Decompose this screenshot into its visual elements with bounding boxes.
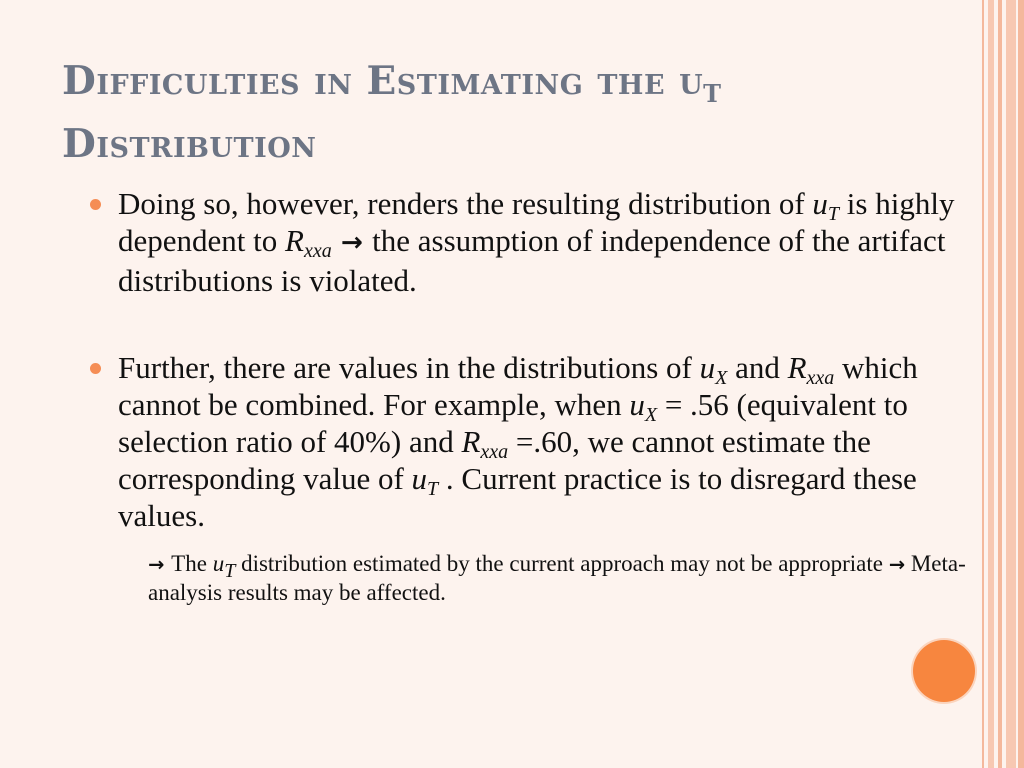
variable: $R_{xxa}$ bbox=[285, 223, 332, 262]
decorative-stripe bbox=[988, 0, 994, 768]
title-text: Difficulties in Estimating the u bbox=[62, 58, 704, 104]
decorative-stripe bbox=[1018, 0, 1024, 768]
bullet-text: Further, there are values in the distributions of bbox=[118, 350, 700, 385]
decorative-stripe bbox=[1006, 0, 1016, 768]
sub-bullet-text: Meta-analysis results may be affected. bbox=[148, 551, 966, 605]
arrow-icon: → bbox=[888, 553, 906, 576]
decorative-stripe bbox=[998, 0, 1002, 768]
bullet-item bbox=[88, 185, 968, 299]
variable: $R_{xxa}$ bbox=[461, 424, 509, 463]
title-line-2: Distribution bbox=[62, 121, 317, 167]
bullet-text: and bbox=[727, 350, 788, 385]
bullet-dot bbox=[90, 363, 101, 374]
bullet-text: = .56 (equivalent to selection ratio of 40%) and bbox=[118, 387, 908, 459]
bullet-text: is highly dependent to bbox=[118, 186, 955, 258]
variable: $u_T$ bbox=[212, 551, 236, 582]
sub-bullet-text: The bbox=[171, 551, 213, 576]
decorative-circle-icon bbox=[913, 640, 975, 702]
title-subscript: T bbox=[703, 79, 722, 108]
slide-body bbox=[88, 185, 968, 607]
arrow-icon: → bbox=[148, 553, 172, 576]
bullet-dot bbox=[90, 199, 101, 210]
bullet-text: the assumption of independence of the artifact distributions is violated. bbox=[118, 223, 946, 298]
sub-bullet-text: distribution estimated by the current approach may not be appropriate bbox=[235, 551, 889, 576]
variable: $u_X$ bbox=[699, 350, 728, 389]
variable: $R_{xxa}$ bbox=[787, 350, 835, 389]
bullet-item bbox=[88, 349, 968, 607]
variable: $u_T$ bbox=[812, 186, 840, 225]
variable: $u_X$ bbox=[629, 387, 658, 426]
bullet-text: =.60, we cannot estimate the corresponding value of bbox=[118, 424, 871, 496]
bullet-text: Doing so, however, renders the resulting distribution of bbox=[118, 186, 813, 221]
slide-title bbox=[62, 56, 942, 169]
variable: $u_T$ bbox=[411, 461, 439, 500]
arrow-icon: → bbox=[331, 228, 373, 258]
sub-bullet-item bbox=[128, 550, 968, 607]
bullet-text: . Current practice is to disregard these values. bbox=[118, 461, 917, 533]
decorative-stripe bbox=[982, 0, 984, 768]
bullet-text: which cannot be combined. For example, when bbox=[118, 350, 918, 422]
